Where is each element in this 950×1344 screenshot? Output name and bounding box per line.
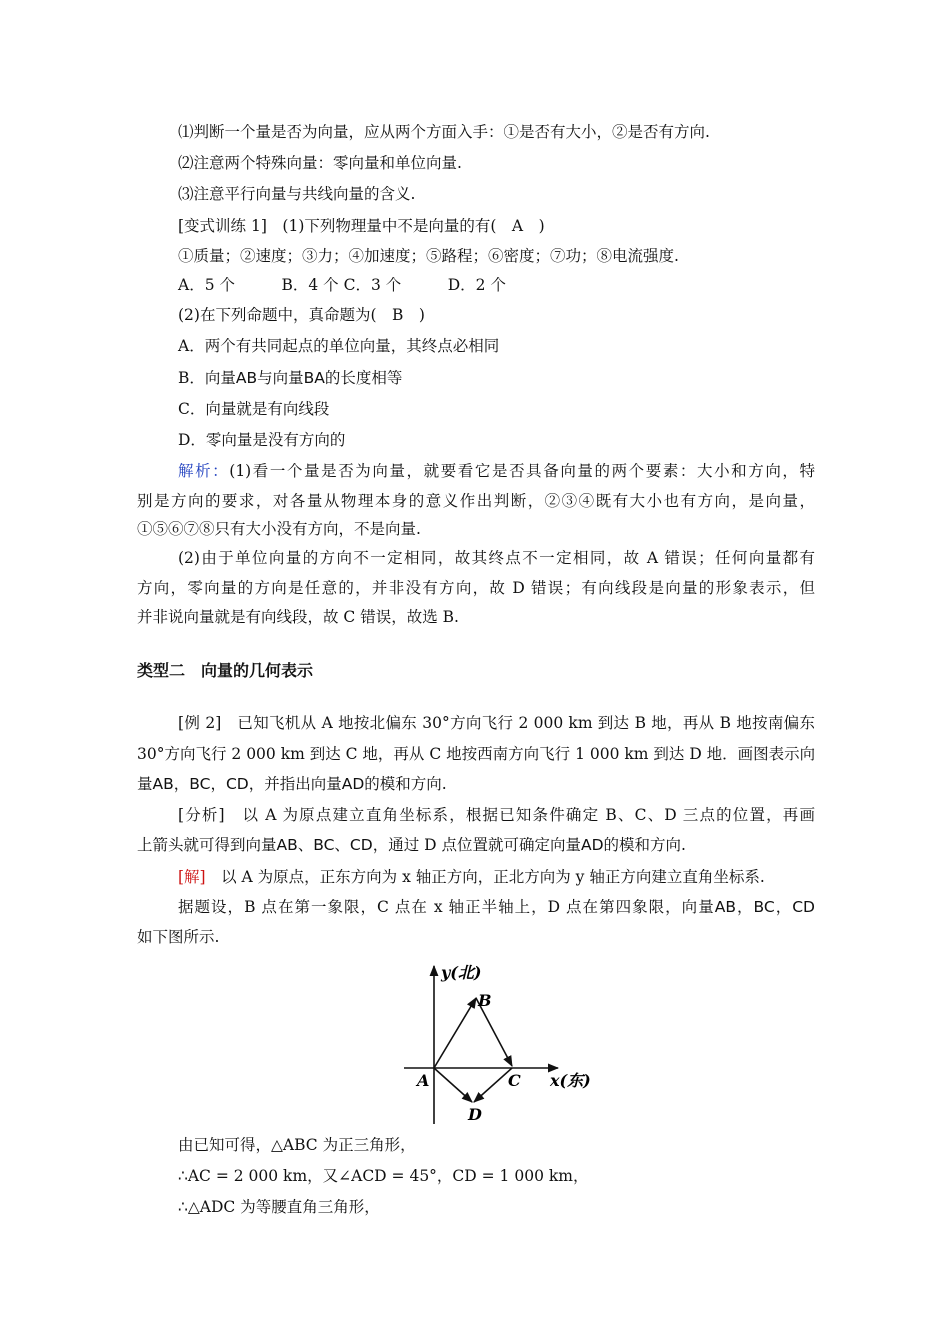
option-b-middle: 与向量 — [257, 369, 304, 387]
example-vec-cd: ，CD — [210, 775, 249, 793]
x-axis-label: x(东) — [550, 1071, 591, 1090]
analysis-p1-line3: ①⑤⑥⑦⑧只有大小没有方向，不是向量. — [137, 520, 421, 538]
note-2: ⑵注意两个特殊向量：零向量和单位向量. — [178, 154, 462, 172]
analysis-label: 解析： — [178, 462, 230, 480]
vector-ab-arrow — [434, 998, 476, 1068]
option-b — [178, 367, 402, 389]
option-a: A．两个有共同起点的单位向量，其终点必相同 — [178, 337, 500, 355]
fenxi-label: [分析] — [178, 806, 225, 824]
solution-line2-pre: 据题设，B 点在第一象限，C 点在 x 轴正半轴上，D 点在第四象限，向量 — [178, 898, 715, 916]
fenxi-text: 以 A 为原点建立直角坐标系，根据已知条件确定 B、C、D 三点的位置，再画 — [224, 806, 815, 824]
vector-ad-arrow — [434, 1068, 472, 1102]
note-3: ⑶注意平行向量与共线向量的含义. — [178, 185, 416, 203]
analysis-p2-line1: (2)由于单位向量的方向不一定相同，故其终点不一定相同，故 A 错误；任何向量都有 — [178, 549, 815, 567]
solution-line3: 如下图所示. — [137, 928, 220, 946]
point-c-label: C — [508, 1071, 521, 1090]
analysis-p1-line1 — [178, 460, 815, 482]
solution-label: [解] — [178, 868, 206, 886]
analysis-p2-line2: 方向，零向量的方向是任意的，并非没有方向，故 D 错误；有向线段是向量的形象表示，但 — [137, 579, 815, 597]
fenxi-vectors: AB、BC、CD — [276, 836, 373, 854]
point-a-label: A — [417, 1071, 430, 1090]
exercise-header: [变式训练 1] — [178, 217, 267, 235]
solution-line4: 由已知可得，△ABC 为正三角形， — [178, 1136, 416, 1154]
option-b-prefix: B．向量 — [178, 369, 236, 387]
fenxi-line2 — [137, 834, 686, 856]
analysis-p2-line3: 并非说向量就是有向线段，故 C 错误，故选 B. — [137, 608, 459, 626]
solution-line6: ∴△ADC 为等腰直角三角形， — [178, 1198, 380, 1216]
fenxi-line2-end: 的模和方向. — [603, 836, 686, 854]
vector-ba: BA — [303, 369, 325, 387]
point-b-label: B — [478, 991, 492, 1010]
solution-text: 以 A 为原点，正东方向为 x 轴正方向，正北方向为 y 轴正方向建立直角坐标系. — [205, 868, 765, 886]
fenxi-line2-pre: 上箭头就可得到向量 — [137, 836, 277, 854]
option-b-suffix: 的长度相等 — [324, 369, 403, 387]
exercise-question-2: (2)在下列命题中，真命题为( B ) — [178, 306, 425, 324]
vector-diagram — [398, 958, 608, 1128]
solution-line2 — [178, 896, 815, 918]
example-line3-mid: ，并指出向量 — [248, 775, 342, 793]
example-line2: 30°方向飞行 2 000 km 到达 C 地，再从 C 地按西南方向飞行 1 000 km 到达 D 地．画图表示向 — [137, 745, 816, 763]
y-axis-label: y(北) — [441, 963, 482, 982]
solution-vectors: AB，BC，CD — [714, 898, 815, 916]
analysis-p1-line2: 别是方向的要求，对各量从物理本身的意义作出判断，②③④既有大小也有方向，是向量， — [137, 492, 815, 510]
example-line3 — [137, 773, 447, 795]
example-vec-ad: AD — [341, 775, 365, 793]
fenxi-vec-ad: AD — [581, 836, 604, 854]
example-vec-ab: 量AB — [137, 775, 174, 793]
exercise-question-1 — [178, 215, 545, 237]
option-c: C．向量就是有向线段 — [178, 400, 330, 418]
solution-line1 — [178, 866, 765, 888]
example-line3-end: 的模和方向. — [364, 775, 447, 793]
example-vec-bc: ，BC — [173, 775, 211, 793]
solution-line5: ∴AC = 2 000 km，又∠ACD = 45°，CD = 1 000 km， — [178, 1167, 589, 1185]
section-heading: 类型二 向量的几何表示 — [137, 661, 314, 680]
vector-ab: AB — [235, 369, 258, 387]
analysis-p1-text: (1)看一个量是否为向量，就要看它是否具备向量的两个要素：大小和方向，特 — [229, 462, 815, 480]
exercise-options: A．5 个 B．4 个 C．3 个 D．2 个 — [178, 276, 506, 294]
fenxi-line1 — [178, 804, 815, 826]
exercise-items: ①质量；②速度；③力；④加速度；⑤路程；⑥密度；⑦功；⑧电流强度. — [178, 247, 679, 265]
exercise-q1-text: (1)下列物理量中不是向量的有( A ) — [282, 217, 545, 235]
option-d: D．零向量是没有方向的 — [178, 431, 346, 449]
fenxi-line2-mid: ，通过 D 点位置就可确定向量 — [372, 836, 581, 854]
point-d-label: D — [468, 1105, 482, 1124]
note-1: ⑴判断一个量是否为向量，应从两个方面入手：①是否有大小，②是否有方向. — [178, 123, 710, 141]
vector-cd-arrow — [474, 1068, 512, 1102]
example-line1: [例 2] 已知飞机从 A 地按北偏东 30°方向飞行 2 000 km 到达 B 地，再从 B 地按南偏东 — [178, 714, 815, 732]
